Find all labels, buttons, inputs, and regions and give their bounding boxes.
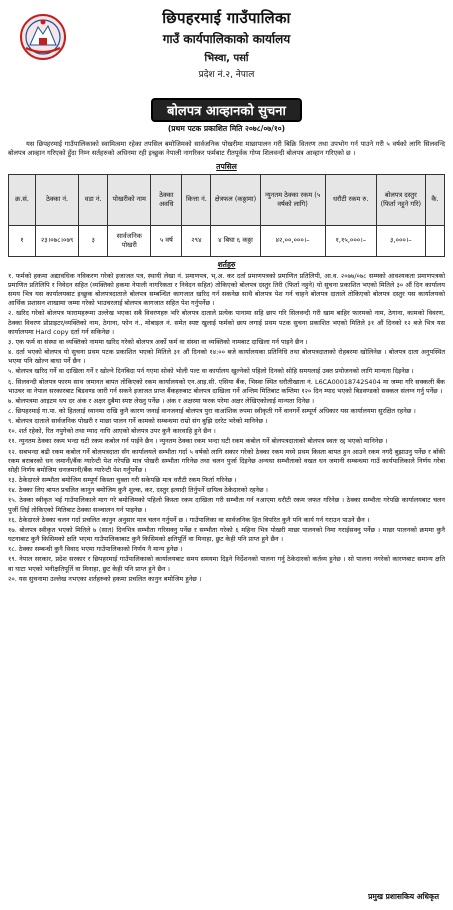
condition-item: १६. ठेकेदारले ठेक्का चलन गर्दा प्रचलित कानुन अनुसार मात्र चलन गर्नुपर्ने छ । गाउँपालिका वा सार्वजनिक हित विपरित कुनै पनि कार्य गर्न गराउन पाउने छैन । (8, 515, 370, 524)
cell-fee: ३,०००।– (376, 225, 425, 256)
cell-duration: ५ वर्ष (151, 225, 182, 256)
tender-table (8, 174, 445, 257)
header (8, 8, 445, 94)
publication-date: (प्रथम पटक प्रकाशित मिति २०७८/०७/१०) (167, 124, 286, 133)
col-remarks: कै. (425, 174, 444, 225)
condition-item: ६. सिलवन्दी बोलपत्र फारम साथ जमानत बापत तोकिएको रकम कार्यालयको एन.आइ.सी. एसिया बैंक, भिस्वा स्थित धरौतीखाता नं. L6CA00018742S404 मा जम्मा गरि सक्कली बैंक भाउचर वा नेपाल सरकारबाट बिडवण्ड जारी गर्न सकने इजाजत प्राप्त बैंकहरुबाट बोलपत्र दाखिला गर्ने अन्तिम मितिबाट कम्तिमा १२० दिन म्याद भएको बिडवण्डको सक्कल संलग्न गर्नु पर्नेछ । (8, 377, 445, 395)
cell-min-amount: ४२,००,०००।– (260, 225, 325, 256)
notice-title-wrap (8, 94, 445, 122)
cell-serial: १ (9, 225, 36, 256)
col-ward-no: वडा नं. (79, 174, 108, 225)
cell-deposit: १,१५,०००।– (325, 225, 376, 256)
condition-item: १७. बोलपत्र स्वीकृत भएको मितिले ७ (सात) दिनभित्र सम्भौता गरिसक्नु पर्नेछ र सम्भौता गरेको ६ महिना भित्र पोखरी माछा पालनको निमा गराईसक्नु पर्नेछ । माछा पालनको क्रममा कुनै घटनाबाट कुनै किसिमको क्षति भएमा गाउँपालिकाबाट कुनै किसिमको क्षतिपूर्ति वा मिनाहा, छुट केही पनि प्राप्त हुने छैन । (8, 525, 445, 544)
condition-item: १३. ठेकेदारले सम्भौता बमोजिम सम्पूर्ण किस्ता चुक्ता गरी सकेपछि मात्र धरौटी रकम फिर्ता गरिनेछ । (8, 476, 237, 485)
col-area: क्षेत्रफल (कठ्ठामा) (211, 174, 260, 225)
col-deposit: धरौटी रकम रु. (325, 174, 376, 225)
condition-item: १४. ठेक्का लिए बापत प्रचलित कानुन बमोजिम कुनै शुल्क, कर, दस्तुर इत्यादी तिर्नुपर्ने दायित्व ठेकेदारको रहनेछ । (8, 486, 268, 495)
col-pond-name: पोखरीको नाम (108, 174, 151, 225)
condition-item: १२. सबभन्दा बढी रकम कबोल गर्ने बोलपत्रदाता सँग कार्यालयले सम्भौता गर्दा ५ वर्षको लागि सकार गरेको ठेक्का रकम मध्ये प्रथम किस्ता बापत हुन आउने रकम नगदै बुझाउनु पर्नेछ र बाँकी रकम बराबरको धन जमानी/बैंक ग्यारेन्टी पेश गरेपछि मात्र पोखरी सम्भौता गरिनेछ तथा चलन पुर्जा दिइनेछ अन्यथा सम्भौताको वखत धन जमानी सम्बन्धमा गाउँ कार्यपालिकाले निर्णय गरेबा सोही निर्णय बमोजिम धनजमानी/बैंक ग्यारेन्टी पेश गर्नुपर्नेछ । (8, 447, 445, 474)
condition-item: ४. दर्ता भएको बोलपत्र यो सुचना प्रथम पटक प्रकाशित भएको मितिले ३१ औं दिनको १४:०० बजे कार्यालयका प्रतिनिधि तथा बोलपत्रदाताको रोहबरमा खोलिनेछ । बोलपत्र दाता अनुपस्थित भएमा पनि खोल्न बाधा पर्ने छैन । (8, 348, 445, 366)
condition-item: ७. बोलपत्रमा आइटम थप दर अंक र अक्षर दुबैमा स्पष्ट लेख्नु पर्नेछ । अंक र अक्षरमा फरक परेमा अक्षर लेखिएकोलाई मान्यता दिनेछ । (8, 396, 315, 405)
government-emblem-icon (16, 12, 70, 62)
conditions-title: शर्तहरु (217, 259, 236, 269)
col-contract-no: ठेक्का नं. (36, 174, 79, 225)
cell-plot-no: २९४ (182, 225, 211, 256)
condition-item: १९. नेपाल सरकार, प्रदेश सरकार र छिपहरमाई गाउँपालिकाको कार्यालयबाट समय समयमा दिइने निर्देशनको पालना गर्नु ठेकेदारको कर्तव्य हुनेछ । सो पालना नगरेको कारणबाट समान्य क्षति वा घाटा भएको भनीक्षतिपूर्ति वा मिनाहा, छुट केही पनि प्राप्त हुने छैन । (8, 555, 445, 573)
office-location: भिस्वा, पर्सा (204, 53, 249, 64)
cell-contract-no: २३।०७८।०७९ (36, 225, 79, 256)
condition-item: १०. शर्त रहेको, रित नपुगेको तथा म्याद नाघि आएको बोलपत्र उपर कुनै कारवाहि हुने छैन । (8, 427, 216, 436)
cell-ward-no: ३ (79, 225, 108, 256)
table-header-row (9, 174, 445, 225)
condition-item: ३. एक फर्म वा संस्था वा व्यक्तिको नाममा खरिद गरेको बोलपत्र अर्को फर्म वा संस्था वा व्यक्तिको नामबाट दाखिला गर्न पाइने छैन । (8, 337, 308, 346)
condition-item: १५. ठेक्का स्वीकृत भई गाउँपालिकाले माग गरे बमोजिमको पहिलो किस्ता रकम दाखिला गरी सम्भौता गर्न नआएमा धरौटी रकम जफत गरिनेछ । ठेक्का सम्भौता गरेपछि कार्यालयबाट चलन पुर्जी लिई तोकिएको मितिबाट ठेक्का सञ्चालन गर्न पाइनेछ । (8, 496, 445, 514)
condition-item: ८. छिपहरमाई गा.पा. को हितलाई ध्यानमा राखि कुनै कारण जनाई वानजनाई बोलपत्र पुरा वाआंशिक रुपमा स्वीकृती गर्ने वानगर्ने सम्पूर्ण अधिकार यस कार्यालयमा सुरक्षित रहनेछ । (8, 407, 416, 415)
condition-item: ११. न्युनतम ठेक्का रकम भन्दा घटी रकम कबोल गर्न पाईने छैन । न्युनतम ठेक्का रकम भन्दा घटी रकम कबोल गर्ने बोलपत्रदाताको बोलपत्र स्वतः रद्द भएको मानिनेछ । (8, 437, 388, 446)
col-duration: ठेक्का अवधि (151, 174, 182, 225)
table-title: तपसिल (216, 161, 237, 171)
condition-item: २. खरिद गरेको बोलपत्र फारामहरूमा उल्लेख भएका सबै विवरणहरु भरि बोलपत्र दाताले प्रत्येक पानामा सहि छाप गरि सिलवन्दी गरी खाम बाहिर फारमको नाम, ठेगाना, कामको विवरण, ठेक्का विवरण प्रोप्राइटर/व्यक्तिको नाम, ठेगाना, फोन नं., मोबाइल नं. समेत स्पष्ट खुलाई फर्मको छाप लगाई प्रथम पटक सुचना प्रकाशित भएको मितिले ३१ औं दिनको १२ बजे भित्र यस कार्यालयमा Hard copy दर्ता गर्न सकिनेछ । (8, 309, 445, 336)
conditions-list (8, 272, 445, 584)
office-subtitle: गाउँ कार्यपालिकाको कार्यालय (162, 32, 291, 46)
col-fee: बोलपत्र दस्तुर (फिर्ता नहुने गरि) (376, 174, 425, 225)
table-row (9, 225, 445, 256)
condition-item: ५. बोलपत्र खरिद गर्ने वा दाखिला गर्ने र खोल्ने दिनबिदा पर्न गएमा सोको भोली पल्ट वा कार्यालय खुल्नेको पहिलो दिनको सोहि समयलाई उक्त प्रयोजनको लागि मान्यता दिइनेछ । (8, 367, 414, 376)
cell-remarks (425, 225, 444, 256)
notice-title: बोलपत्र आव्हानको सुचना (151, 98, 302, 122)
condition-item: २०. यस सुचनामा उल्लेख नभएका शर्तहरुको हकमा प्रचलित कानुन बमोजिम हुनेछ । (8, 574, 202, 583)
intro-paragraph: यस छिपहरमाई गाउँपालिकाको स्वामित्वमा रहेका तपसिल बमोजिमको सार्वजनिक पोखरीमा माछापालन गरी बिक्रि वितरण तथा उपभोग गर्न पाउने गरी ५ वर्षको लागि सिलवन्दि बोलपत्र आव्हान गरिएको हुँदा निम्न सर्तहरुको अधिनमा रही इच्छुक नेपाली नागरिकर फर्मबाट रीतपूर्वक गोप्य शिलवन्दी बोलपत्र आव्हान गरिएको छ । (8, 140, 445, 158)
condition-item: १८. ठेक्का सम्बन्धी कुनै विवाद भएमा गाउँपालिकाको निर्णय नै मान्य हुनेछ । (8, 545, 183, 554)
cell-pond-name: सार्वजनिक पोखरी (108, 225, 151, 256)
office-province: प्रदेश नं.२, नेपाल (198, 70, 255, 80)
condition-item: १. फर्मको हकमा अद्यावधिक नविकरण गरेको इजाजत पत्र, स्थायी लेखा नं. प्रमाणपत्र, भ्.अ. कर दर्ता प्रमाणपत्रको प्रमाणित प्रतिलिपी, आ.व. २०७७/०७८ सम्मको आवश्यकता प्रमाणपत्रको प्रमाणित प्रतिलिपि र निवेदन सहित (व्यक्तिको हकमा नेपाली नागरिकता र निवेदन सहित) तोकिएको बोलपत्र दस्तुर तिरी (फिर्ता नहुने) यो सुचना प्रकाशित भएको मितिले ३० औं दिन कार्यालय समय भित्र यस कार्यालयबाट इच्छुक बोलपत्रदाताले बोलपत्र सम्बन्धित कागजात खरिद गर्न सकनेछ साथै बोलपत्र पेश गर्न चाहने बोलपत्र दाताले तोकिएको बोलपत्र दस्तुर यस कार्यालयको आर्थिक प्रशासन शाखामा जम्मा गरेको भाउचरलाई बोलपत्र कागजात सहित पेश गर्नुपर्नेछ । (8, 271, 445, 308)
condition-item: ९. बोलपत्र दाताले सार्वजनिक पोखरी र माछा पालन गर्ने कामको सम्बन्धमा राम्रो संग बुझि दररेट भरेको मानिनेछ । (8, 417, 268, 426)
signature-title: प्रमुख प्रशासकिय अधिकृत (368, 892, 439, 901)
office-name: छिपहरमाई गाउँपालिका (162, 9, 291, 27)
col-plot-no: कित्ता नं. (182, 174, 211, 225)
col-serial: क्र.सं. (9, 174, 36, 225)
cell-area: ४ बिघा ६ कठ्ठा (211, 225, 260, 256)
col-min-amount: न्युनतम ठेक्का रकम (५ वर्षको लागि) (260, 174, 325, 225)
